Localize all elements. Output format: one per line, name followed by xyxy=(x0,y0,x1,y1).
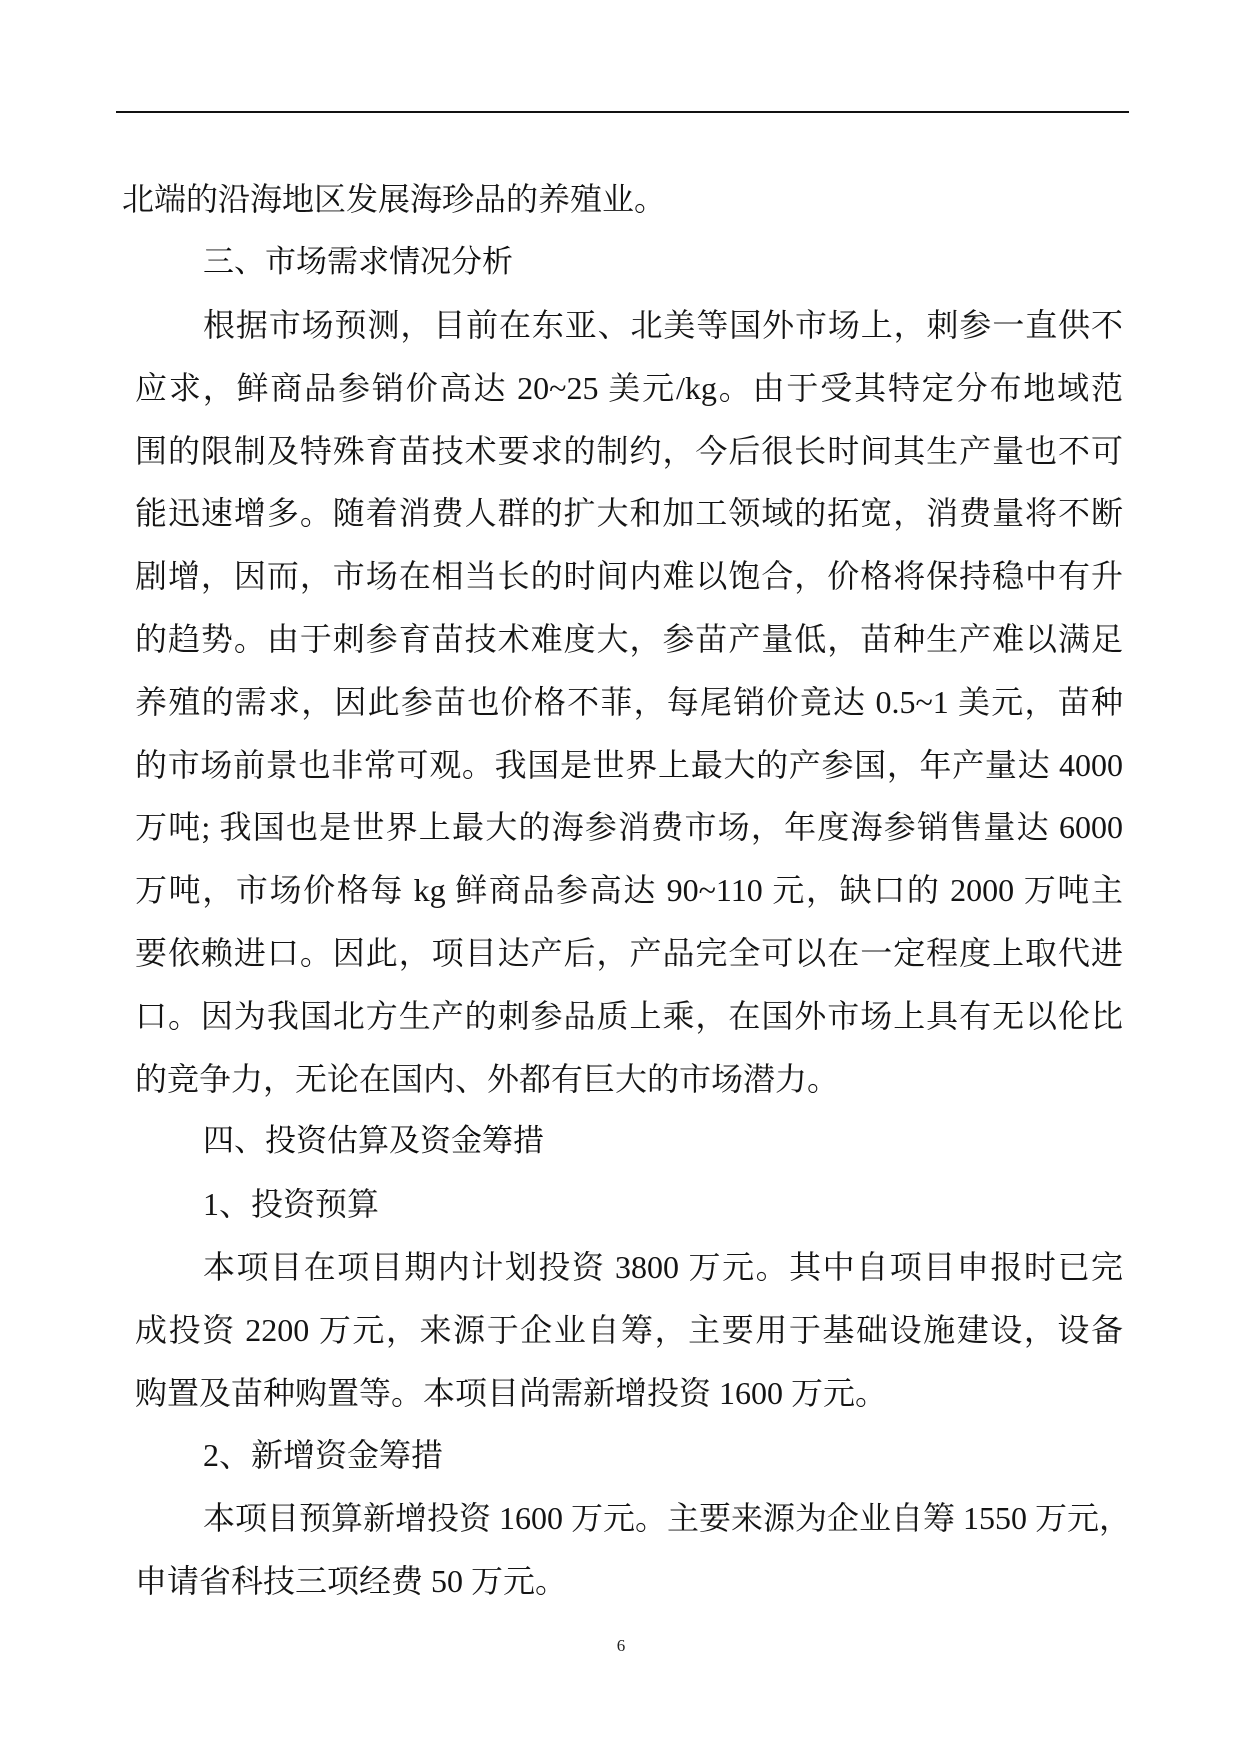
body-line: 应求，鲜商品参销价高达 20~25 美元/kg。由于受其特定分布地域范 xyxy=(135,370,1123,406)
body-line: 剧增，因而，市场在相当长的时间内难以饱合，价格将保持稳中有升 xyxy=(135,558,1123,594)
page-number: 6 xyxy=(616,1636,626,1655)
body-line: 要依赖进口。因此，项目达产后，产品完全可以在一定程度上取代进 xyxy=(135,935,1123,971)
body-line: 的市场前景也非常可观。我国是世界上最大的产参国，年产量达 4000 xyxy=(135,747,1123,783)
body-line: 围的限制及特殊育苗技术要求的制约，今后很长时间其生产量也不可 xyxy=(135,433,1123,469)
body-line: 购置及苗种购置等。本项目尚需新增投资 1600 万元。 xyxy=(135,1375,888,1411)
subsection-heading: 1、投资预算 xyxy=(203,1186,380,1222)
body-line: 万吨，市场价格每 kg 鲜商品参高达 90~110 元，缺口的 2000 万吨主 xyxy=(135,872,1123,908)
section-heading: 四、投资估算及资金筹措 xyxy=(203,1123,544,1159)
body-line: 成投资 2200 万元，来源于企业自筹，主要用于基础设施建设，设备 xyxy=(135,1312,1123,1348)
header-rule xyxy=(116,111,1129,113)
subsection-heading: 2、新增资金筹措 xyxy=(203,1437,444,1473)
section-heading: 三、市场需求情况分析 xyxy=(203,244,513,280)
body-line: 口。因为我国北方生产的刺参品质上乘，在国外市场上具有无以伦比 xyxy=(135,998,1123,1034)
body-line: 的趋势。由于刺参育苗技术难度大，参苗产量低，苗种生产难以满足 xyxy=(135,621,1123,657)
body-line: 能迅速增多。随着消费人群的扩大和加工领域的拓宽，消费量将不断 xyxy=(135,495,1123,531)
body-line: 根据市场预测，目前在东亚、北美等国外市场上，刺参一直供不 xyxy=(203,307,1123,343)
body-line: 的竞争力，无论在国内、外都有巨大的市场潜力。 xyxy=(135,1061,840,1097)
body-line: 本项目在项目期内计划投资 3800 万元。其中自项目申报时已完 xyxy=(203,1249,1123,1285)
body-line: 万吨; 我国也是世界上最大的海参消费市场，年度海参销售量达 6000 xyxy=(135,809,1123,845)
body-line: 北端的沿海地区发展海珍品的养殖业。 xyxy=(122,181,667,217)
body-line: 本项目预算新增投资 1600 万元。主要来源为企业自筹 1550 万元， xyxy=(203,1500,1132,1536)
body-line: 申请省科技三项经费 50 万元。 xyxy=(135,1563,568,1599)
body-line: 养殖的需求，因此参苗也价格不菲，每尾销价竟达 0.5~1 美元，苗种 xyxy=(135,684,1123,720)
